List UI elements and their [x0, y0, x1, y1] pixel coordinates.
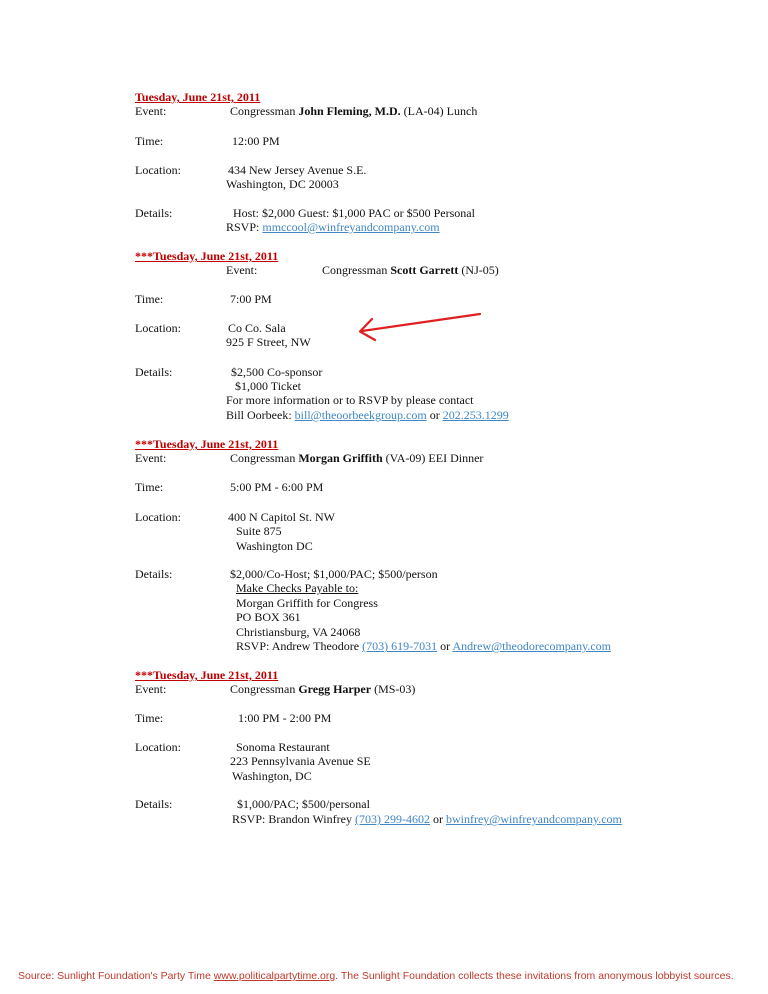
time-value: 1:00 PM - 2:00 PM	[238, 711, 332, 725]
footer-suffix: . The Sunlight Foundation collects these invitations from anonymous lobbyist sources.	[335, 970, 734, 982]
event-label: Event:	[135, 451, 167, 465]
event-title	[230, 451, 483, 465]
event-label: Event:	[226, 263, 258, 277]
rsvp-prefix: RSVP:	[226, 220, 263, 234]
event-title	[230, 682, 415, 696]
location-label: Location:	[135, 510, 181, 524]
rsvp-or: or	[429, 812, 446, 826]
rsvp-line	[236, 639, 611, 653]
time-label: Time:	[135, 134, 164, 148]
event-title	[322, 263, 499, 277]
location-line: Washington, DC 20003	[226, 177, 339, 191]
location-line: 434 New Jersey Avenue S.E.	[228, 163, 367, 177]
location-line: Washington, DC	[232, 769, 312, 783]
time-label: Time:	[135, 292, 164, 306]
rsvp-phone-link[interactable]: (703) 299-4602	[354, 812, 430, 826]
rsvp-prefix: RSVP: Brandon Winfrey	[232, 812, 355, 826]
rsvp-phone-link[interactable]: (703) 619-7031	[362, 639, 438, 653]
event-prefix: Congressman	[230, 451, 299, 465]
location-line: 223 Pennsylvania Avenue SE	[230, 754, 371, 768]
contact-phone-link[interactable]: 202.253.1299	[442, 408, 509, 422]
location-label: Location:	[135, 740, 181, 754]
rsvp-line	[232, 812, 622, 826]
rsvp-prefix: RSVP: Andrew Theodore	[236, 639, 363, 653]
location-line: 925 F Street, NW	[226, 335, 311, 349]
checks-payable-label: Make Checks Payable to:	[236, 581, 359, 595]
location-line: 400 N Capitol St. NW	[228, 510, 335, 524]
details-label: Details:	[135, 567, 173, 581]
event-date: Tuesday, June 21st, 2011	[135, 90, 261, 104]
rsvp-line	[226, 220, 440, 234]
details-label: Details:	[135, 797, 173, 811]
congressman-name: Scott Garrett	[390, 263, 459, 277]
event-date: ***Tuesday, June 21st, 2011	[135, 437, 279, 451]
payee-line: Morgan Griffith for Congress	[236, 596, 378, 610]
time-value: 12:00 PM	[232, 134, 280, 148]
time-value: 7:00 PM	[230, 292, 272, 306]
time-value: 5:00 PM - 6:00 PM	[230, 480, 324, 494]
event-date: ***Tuesday, June 21st, 2011	[135, 668, 279, 682]
event-title	[230, 104, 477, 118]
details-line: $2,500 Co-sponsor	[231, 365, 323, 379]
source-footer	[18, 970, 734, 982]
event-suffix: (VA-09) EEI Dinner	[382, 451, 484, 465]
event-prefix: Congressman	[322, 263, 391, 277]
event-prefix: Congressman	[230, 104, 299, 118]
event-suffix: (MS-03)	[371, 682, 416, 696]
location-line: Suite 875	[236, 524, 282, 538]
time-label: Time:	[135, 711, 164, 725]
contact-line	[226, 408, 509, 422]
footer-link[interactable]: www.politicalpartytime.org	[213, 970, 336, 982]
payee-line: PO BOX 361	[236, 610, 301, 624]
contact-email-link[interactable]: bill@theoorbeekgroup.com	[294, 408, 427, 422]
contact-or: or	[426, 408, 443, 422]
details-line: Host: $2,000 Guest: $1,000 PAC or $500 Personal	[233, 206, 475, 220]
details-label: Details:	[135, 206, 173, 220]
location-label: Location:	[135, 163, 181, 177]
location-line: Washington DC	[236, 539, 313, 553]
payee-line: Christiansburg, VA 24068	[236, 625, 361, 639]
event-label: Event:	[135, 104, 167, 118]
event-prefix: Congressman	[230, 682, 299, 696]
details-line: $1,000 Ticket	[235, 379, 302, 393]
location-line: Sonoma Restaurant	[236, 740, 330, 754]
details-line: For more information or to RSVP by please contact	[226, 393, 474, 407]
event-suffix: (LA-04) Lunch	[400, 104, 478, 118]
event-label: Event:	[135, 682, 167, 696]
details-line: $2,000/Co-Host; $1,000/PAC; $500/person	[230, 567, 438, 581]
event-date: ***Tuesday, June 21st, 2011	[135, 249, 279, 263]
rsvp-email-link[interactable]: Andrew@theodorecompany.com	[452, 639, 612, 653]
details-label: Details:	[135, 365, 173, 379]
location-line: Co Co. Sala	[228, 321, 286, 335]
location-label: Location:	[135, 321, 181, 335]
congressman-name: John Fleming, M.D.	[298, 104, 401, 118]
congressman-name: Gregg Harper	[298, 682, 372, 696]
details-line: $1,000/PAC; $500/personal	[237, 797, 370, 811]
time-label: Time:	[135, 480, 164, 494]
event-suffix: (NJ-05)	[458, 263, 499, 277]
rsvp-email-link[interactable]: bwinfrey@winfreyandcompany.com	[445, 812, 622, 826]
footer-prefix: Source: Sunlight Foundation's Party Time	[18, 970, 214, 982]
rsvp-or: or	[437, 639, 453, 653]
congressman-name: Morgan Griffith	[298, 451, 383, 465]
red-arrow-annotation	[350, 306, 486, 344]
contact-prefix: Bill Oorbeek:	[226, 408, 295, 422]
rsvp-email-link[interactable]: mmccool@winfreyandcompany.com	[262, 220, 440, 234]
